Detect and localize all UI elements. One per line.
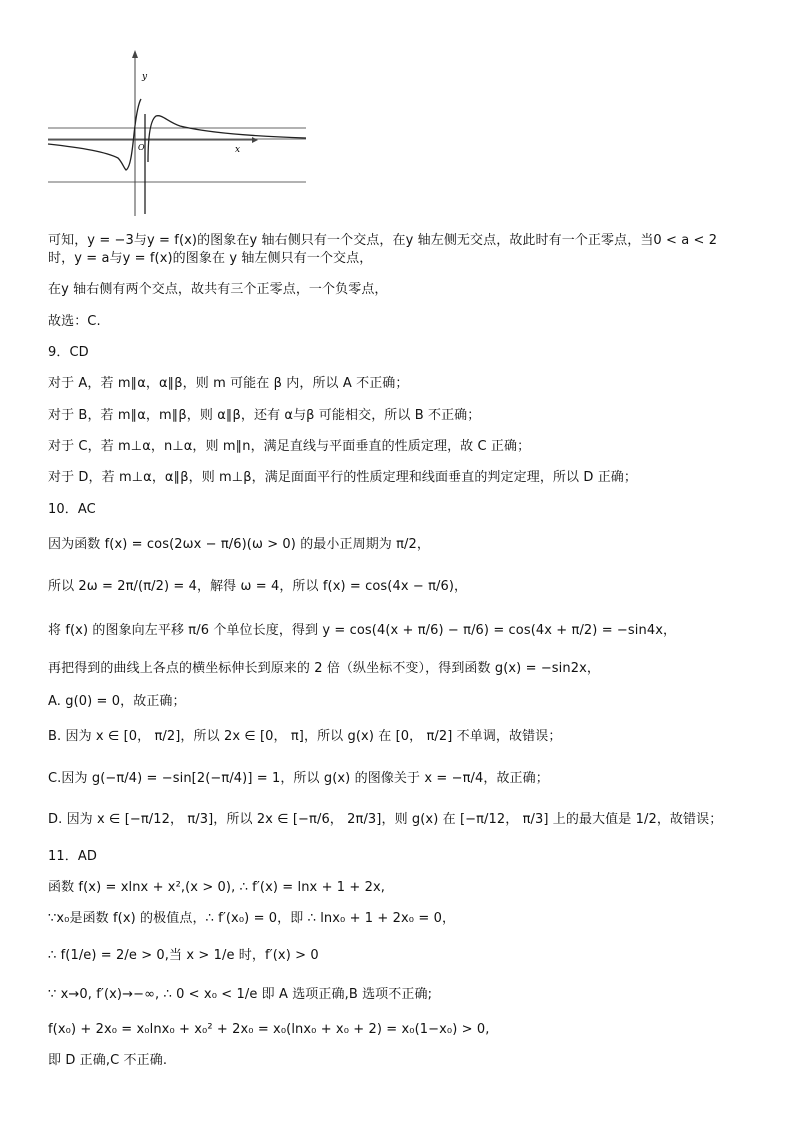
text-line-13: 将 f(x) 的图象向左平移 π/6 个单位长度，得到 y = cos(4(x + π/6) − π/6) = cos(4x + π/2) = −sin4x，	[48, 623, 677, 638]
y-axis-arrow	[132, 50, 138, 58]
text-line-23: ∵ x→0, f′(x)→−∞, ∴ 0 < x₀ < 1/e 即 A 选项正确,B 选项不正确;	[48, 987, 433, 1002]
origin-label: O	[138, 143, 145, 152]
text-line-22: ∴ f(1/e) = 2/e > 0,当 x > 1/e 时，f′(x) > 0	[48, 948, 319, 963]
text-line-12: 所以 2ω = 2π/(π/2) = 4，解得 ω = 4，所以 f(x) = cos(4x − π/6)，	[48, 579, 468, 594]
text-line-8: 对于 C，若 m⊥α，n⊥α，则 m∥n，满足直线与平面垂直的性质定理，故 C 正确；	[48, 439, 531, 454]
text-line-14: 再把得到的曲线上各点的横坐标伸长到原来的 2 倍（纵坐标不变），得到函数 g(x) = −sin2x，	[48, 661, 600, 676]
text-line-11: 因为函数 f(x) = cos(2ωx − π/6)(ω > 0) 的最小正周期为 π/2，	[48, 537, 431, 552]
question-9-heading: 9．CD	[48, 345, 89, 360]
text-line-20: 函数 f(x) = xlnx + x²,(x > 0), ∴ f′(x) = lnx + 1 + 2x,	[48, 880, 386, 895]
function-graph	[44, 44, 310, 216]
text-line-6: 对于 A，若 m∥α，α∥β，则 m 可能在 β 内，所以 A 不正确；	[48, 376, 409, 391]
text-line-2: 时，y = a与y = f(x)的图象在 y 轴左侧只有一个交点，	[48, 251, 373, 266]
text-line-1: 可知，y = −3与y = f(x)的图象在y 轴右侧只有一个交点，在y 轴左侧无交点，故此时有一个正零点，当0 < a < 2	[48, 233, 718, 248]
text-line-24: f(x₀) + 2x₀ = x₀lnx₀ + x₀² + 2x₀ = x₀(lnx₀ + x₀ + 2) = x₀(1−x₀) > 0,	[48, 1022, 490, 1037]
text-line-18: D. 因为 x ∈ [−π/12， π/3]，所以 2x ∈ [−π/6， 2π/3]，则 g(x) 在 [−π/12， π/3] 上的最大值是 1/2，故错误；	[48, 812, 723, 827]
text-line-3: 在y 轴右侧有两个交点，故共有三个正零点，一个负零点，	[48, 282, 388, 297]
text-line-7: 对于 B，若 m∥α，m∥β，则 α∥β，还有 α与β 可能相交，所以 B 不正确；	[48, 408, 481, 423]
text-line-17: C.因为 g(−π/4) = −sin[2(−π/4)] = 1，所以 g(x) 的图像关于 x = −π/4，故正确；	[48, 771, 549, 786]
text-line-25: 即 D 正确,C 不正确.	[48, 1053, 168, 1068]
question-11-heading: 11．AD	[48, 849, 97, 864]
text-line-21: ∵x₀是函数 f(x) 的极值点，∴ f′(x₀) = 0，即 ∴ lnx₀ + 1 + 2x₀ = 0，	[48, 911, 456, 926]
text-line-4: 故选：C.	[48, 314, 101, 329]
question-10-heading: 10．AC	[48, 502, 96, 517]
text-line-16: B. 因为 x ∈ [0， π/2]，所以 2x ∈ [0， π]，所以 g(x) 在 [0， π/2] 不单调，故错误；	[48, 729, 562, 744]
text-line-9: 对于 D，若 m⊥α，α∥β，则 m⊥β，满足面面平行的性质定理和线面垂直的判定定理，所以 D 正确；	[48, 470, 637, 485]
x-axis-arrow	[252, 137, 258, 143]
y-axis-label: y	[142, 72, 148, 82]
curve-left-branch	[48, 99, 141, 170]
x-axis-label: x	[235, 145, 241, 155]
text-line-15: A. g(0) = 0，故正确；	[48, 694, 186, 709]
